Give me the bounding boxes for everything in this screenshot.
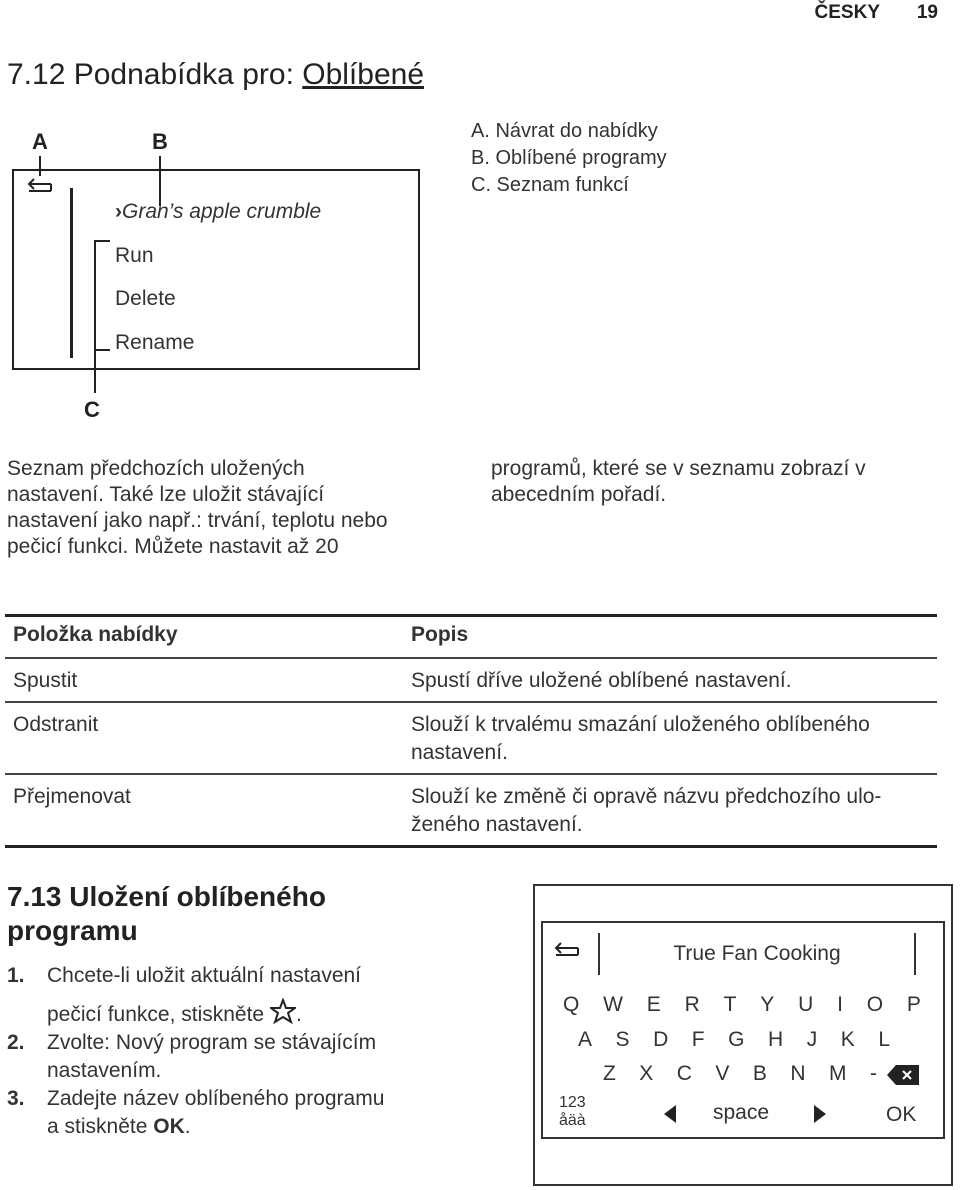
- legend-item: A. Návrat do nabídky: [471, 120, 658, 142]
- text-line: Seznam předchozích uložených: [7, 457, 305, 480]
- label-a: A: [32, 129, 48, 154]
- text-line: pečicí funkci. Můžete nastavit až 20: [7, 535, 339, 558]
- table-cell-item: Odstranit: [5, 702, 403, 774]
- backspace-icon[interactable]: [886, 1063, 920, 1087]
- step-item: [7, 962, 467, 1029]
- table-row: [5, 702, 937, 774]
- program-entry[interactable]: [115, 200, 321, 224]
- table-header: Popis: [403, 616, 937, 659]
- leader-c: [94, 240, 96, 393]
- text-line: Spustí dříve uložené oblíbené nastavení.: [411, 669, 792, 692]
- key[interactable]: R: [684, 993, 700, 1016]
- step-number: 2.: [7, 1031, 25, 1054]
- leader-c-top: [94, 240, 110, 242]
- space-key[interactable]: space: [713, 1101, 770, 1124]
- step-text: pečicí funkce, stiskněte: [47, 1003, 265, 1026]
- key[interactable]: C: [676, 1062, 692, 1085]
- legend-item: C. Seznam funkcí: [471, 174, 629, 196]
- key[interactable]: P: [906, 993, 921, 1016]
- text-line: nastavení.: [411, 741, 508, 764]
- key[interactable]: K: [840, 1028, 855, 1051]
- cursor-right-icon[interactable]: [812, 1104, 828, 1124]
- chevron-right-icon: ›: [115, 200, 122, 223]
- return-arrow-icon[interactable]: [26, 176, 54, 196]
- header-language: ČESKY: [814, 2, 880, 23]
- key[interactable]: W: [603, 993, 623, 1016]
- menu-item-delete[interactable]: Delete: [115, 287, 176, 310]
- list-scrollbar: [70, 188, 73, 358]
- ok-keyword: OK: [153, 1115, 185, 1138]
- key[interactable]: H: [768, 1028, 784, 1051]
- text-line: Slouží ke změně či opravě názvu předchozího ulo-: [411, 785, 882, 808]
- key[interactable]: G: [728, 1028, 745, 1051]
- keyboard-row-1: [563, 993, 921, 1017]
- step-number: 3.: [7, 1087, 25, 1110]
- leader-b: [159, 156, 161, 206]
- section-title-7-12: [7, 58, 424, 92]
- step-suffix: .: [295, 1003, 302, 1026]
- key[interactable]: V: [715, 1062, 730, 1085]
- text-line: nastavení. Také lze uložit stávající: [7, 483, 325, 506]
- legend-item: B. Oblíbené programy: [471, 147, 667, 169]
- section-title-link[interactable]: Oblíbené: [302, 58, 425, 91]
- text-line: abecedním pořadí.: [491, 483, 667, 506]
- intro-col-2: [491, 456, 866, 508]
- page-number: 19: [916, 2, 938, 23]
- title-line: 7.13 Uložení oblíbeného: [7, 881, 326, 912]
- text-line: [47, 998, 467, 1029]
- table-cell-desc: [403, 658, 937, 702]
- return-arrow-icon[interactable]: [553, 940, 581, 960]
- key[interactable]: U: [798, 993, 814, 1016]
- step-text: a stiskněte: [47, 1115, 148, 1138]
- text-line: nastavení jako např.: trvání, teplotu nebo: [7, 509, 388, 532]
- text-line: [47, 1113, 467, 1141]
- section-title-7-13: [7, 880, 326, 948]
- table-cell-item: Spustit: [5, 658, 403, 702]
- table-header-row: [5, 616, 937, 659]
- key[interactable]: -: [870, 1062, 877, 1085]
- step-item: [7, 1029, 467, 1085]
- key[interactable]: B: [752, 1062, 767, 1085]
- cursor-left-icon[interactable]: [662, 1104, 678, 1124]
- key[interactable]: D: [653, 1028, 669, 1051]
- key[interactable]: J: [806, 1028, 818, 1051]
- table-row: [5, 774, 937, 847]
- ok-key[interactable]: OK: [886, 1103, 917, 1126]
- label-b: B: [152, 129, 168, 154]
- step-suffix: .: [184, 1115, 191, 1138]
- key[interactable]: F: [691, 1028, 705, 1051]
- text-line: programů, které se v seznamu zobrazí v: [491, 457, 866, 480]
- table-cell-desc: [403, 774, 937, 847]
- key[interactable]: Y: [760, 993, 775, 1016]
- text-line: Zvolte: Nový program se stávajícím: [47, 1031, 377, 1054]
- function-name-field[interactable]: True Fan Cooking: [598, 933, 916, 975]
- key[interactable]: X: [639, 1062, 654, 1085]
- leader-a: [39, 156, 41, 176]
- text-line: Zadejte název oblíbeného programu: [47, 1087, 385, 1110]
- star-icon: [270, 998, 296, 1024]
- table-row: [5, 658, 937, 702]
- table-cell-desc: [403, 702, 937, 774]
- key[interactable]: E: [646, 993, 661, 1016]
- section-title-prefix: Podnabídka pro:: [73, 58, 294, 91]
- key[interactable]: S: [615, 1028, 630, 1051]
- key[interactable]: O: [866, 993, 884, 1016]
- table-cell-item: Přejmenovat: [5, 774, 403, 847]
- key[interactable]: L: [878, 1028, 890, 1051]
- text-line: ženého nastavení.: [411, 813, 583, 836]
- section-number: 7.12: [7, 58, 66, 91]
- key[interactable]: N: [790, 1062, 806, 1085]
- key[interactable]: A: [578, 1028, 593, 1051]
- title-line: programu: [7, 915, 138, 946]
- menu-item-run[interactable]: Run: [115, 244, 154, 267]
- key[interactable]: Q: [563, 993, 580, 1016]
- steps-list: [7, 962, 467, 1141]
- key[interactable]: Z: [603, 1062, 616, 1085]
- mode-label: åäà: [559, 1112, 586, 1129]
- text-line: Slouží k trvalému smazání uloženého oblíbeného: [411, 713, 870, 736]
- key[interactable]: T: [723, 993, 737, 1016]
- diagram-legend: [471, 118, 667, 199]
- keyboard-row-3: [603, 1062, 877, 1086]
- intro-col-1: [7, 456, 388, 560]
- mode-label: 123: [559, 1094, 586, 1111]
- key[interactable]: I: [837, 993, 843, 1016]
- key[interactable]: M: [829, 1062, 847, 1085]
- text-line: Chcete-li uložit aktuální nastavení: [47, 964, 362, 987]
- program-name: Gran’s apple crumble: [122, 200, 322, 223]
- label-c: C: [84, 397, 100, 422]
- leader-c-bottom: [94, 349, 110, 351]
- text-line: nastavením.: [47, 1059, 162, 1082]
- step-number: 1.: [7, 964, 25, 987]
- keyboard-row-2: [578, 1028, 890, 1052]
- menu-item-rename[interactable]: Rename: [115, 331, 195, 354]
- mode-switch-key[interactable]: [559, 1094, 586, 1130]
- table-header: Položka nabídky: [5, 616, 403, 659]
- step-item: [7, 1085, 467, 1141]
- menu-table: [5, 614, 937, 848]
